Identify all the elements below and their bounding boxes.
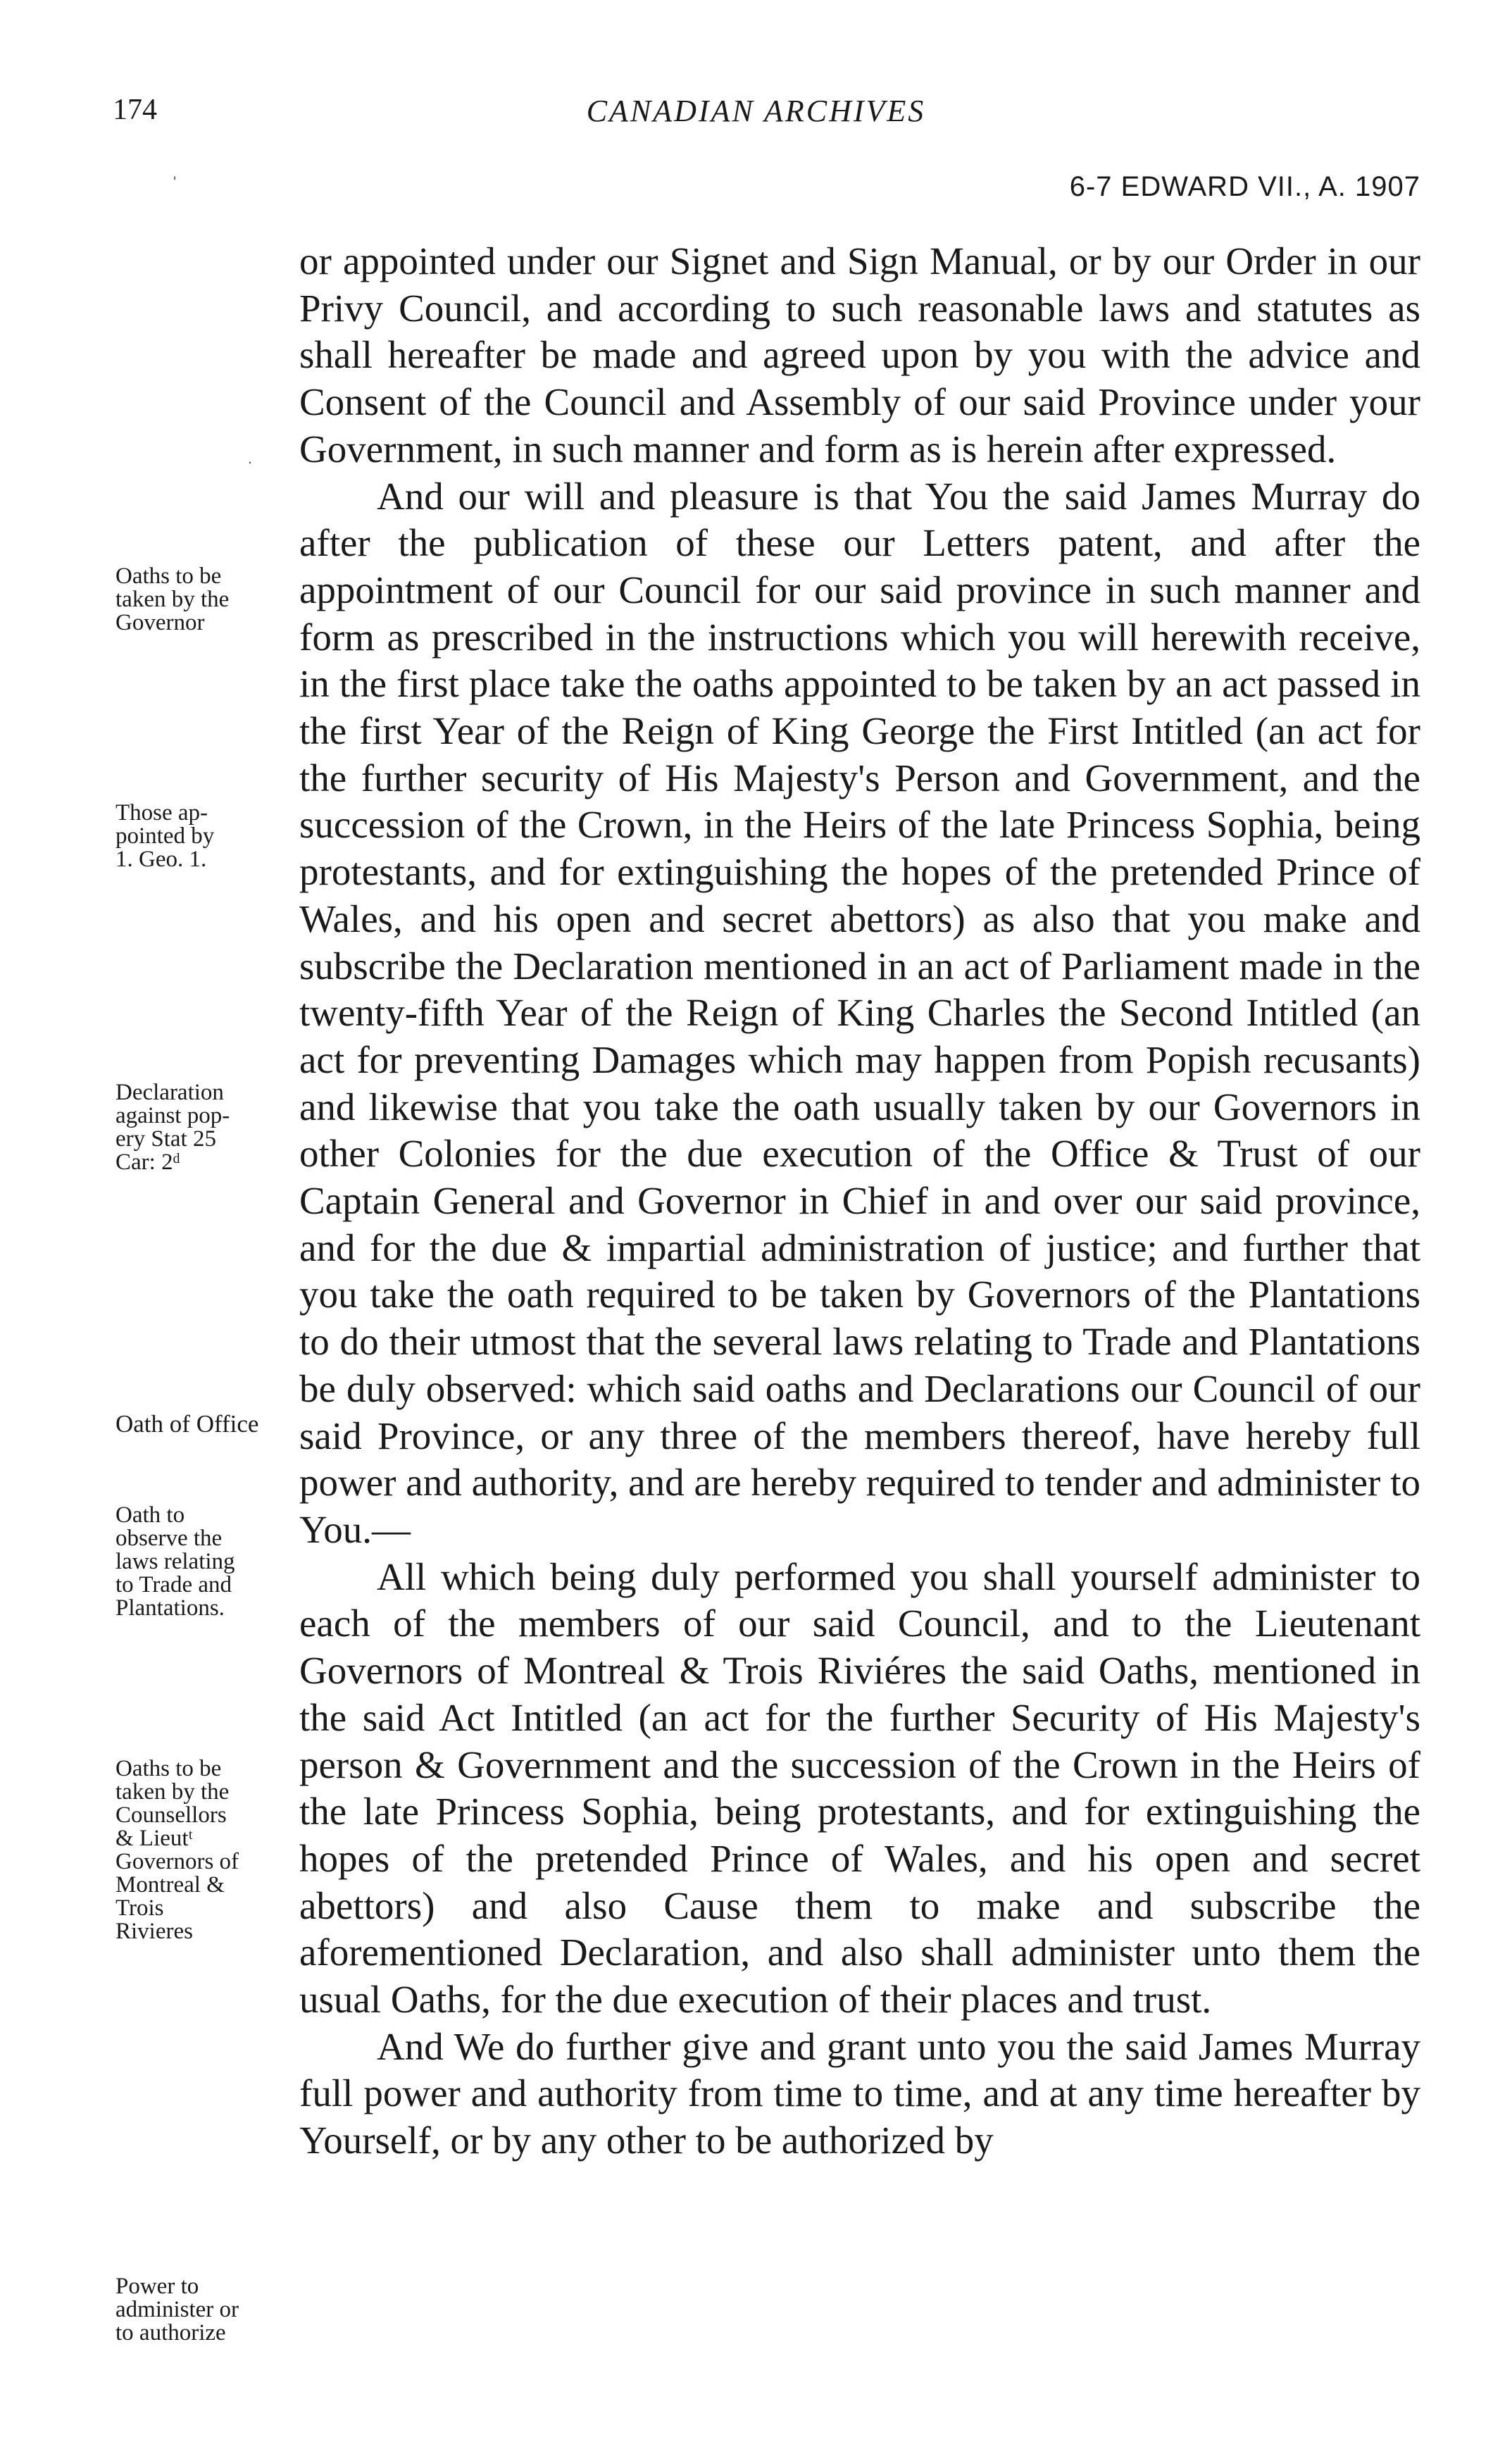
- page-number: 174: [113, 94, 157, 126]
- margin-note: Oath to observe the laws relating to Trade and Plantations.: [115, 1502, 235, 1621]
- margin-note: Oaths to be taken by the Governor: [115, 563, 230, 635]
- paragraph: All which being duly performed you shall yourself administer to each of the members of our said Council, and to the Lieutenant Governors of Montreal & Trois Riviéres the said Oaths, mentioned in the said Act Intitled (an act for the further Security of His Majesty's person & Government and the succession of the Crown in the Heirs of the late Princess Sophia, being protestants, and for extinguishing the hopes of the pretended Prince of Wales, and his open and secret abettors) and also Cause them to make and subscribe the aforementioned Declaration, and also shall administer unto them the usual Oaths, for the due execution of their places and trust.: [299, 1555, 1420, 2021]
- stray-mark: .: [248, 449, 253, 467]
- paragraph: And We do further give and grant unto you the said James Murray full power and authority from time to time, and at any time hereafter by Yourself, or by any other to be authorized by: [299, 2024, 1420, 2162]
- paragraph: And our will and pleasure is that You the said James Murray do after the publication of these our Letters patent, and after the appointment of our Council for our said province in such manner and form as prescribed in the instructions which you will herewith receive, in the first place take the oaths appointed to be taken by an act passed in the first Year of the Reign of King George the First Intitled (an act for the further security of His Majesty's Person and Government, and the succession of the Crown, in the Heirs of the late Princess Sophia, being protestants, and for extinguishing the hopes of the pretended Prince of Wales, and his open and secret abettors) as also that you make and subscribe the Declaration mentioned in an act of Parliament made in the twenty-fifth Year of the Reign of King Charles the Second Intitled (an act for preventing Damages which may happen from Popish recusants) and likewise that you take the oath usually taken by our Governors in other Colonies for the due execution of the Office & Trust of our Captain General and Governor in Chief in and over our said province, and for the due & impartial administration of justice; and further that you take the oath required to be taken by Governors of the Plantations to do their utmost that the several laws relating to Trade and Plantations be duly observed: which said oaths and Declarations our Council of our said Province, or any three of the members thereof, have hereby full power and authority, and are hereby required to tender and administer to You.—: [299, 474, 1420, 1551]
- stray-mark: ': [173, 173, 177, 191]
- running-title: CANADIAN ARCHIVES: [586, 94, 926, 128]
- margin-note: Oath of Office: [115, 1410, 259, 1438]
- session-reference: 6-7 EDWARD VII., A. 1907: [1069, 171, 1420, 202]
- paragraph: or appointed under our Signet and Sign Manual, or by our Order in our Privy Council, and according to such reasonable laws and statutes as shall hereafter be made and agreed upon by you with the advice and Consent of the Council and Assembly of our said Province under your Government, in such manner and form as is herein after expressed.: [299, 239, 1420, 471]
- margin-note: Those ap- pointed by 1. Geo. 1.: [115, 800, 215, 872]
- margin-note: Declaration against pop- ery Stat 25 Car: 2ᵈ: [115, 1080, 230, 1175]
- margin-note: Power to administer or to authorize: [115, 2274, 239, 2346]
- body-text: [299, 238, 1420, 2164]
- margin-note: Oaths to be taken by the Counsellors & Lieutᵗ Governors of Montreal & Trois Rivieres: [115, 1756, 239, 1944]
